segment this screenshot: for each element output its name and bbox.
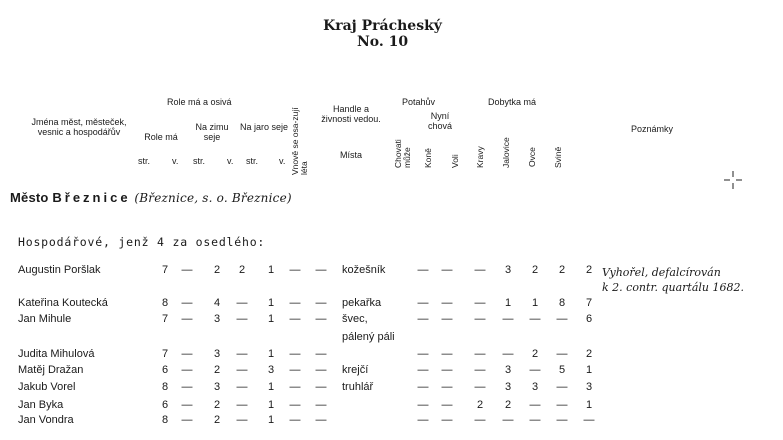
row-cell-c7: —	[315, 381, 327, 393]
col-najaro-header: Na jaro seje	[239, 122, 289, 132]
col-ovce-header: Ovce	[527, 147, 537, 167]
row-cell-c7: —	[315, 313, 327, 325]
row-cell-c12: 2	[531, 348, 539, 360]
row-name: Kateřina Koutecká	[18, 297, 108, 309]
col-kravy-header: Kravy	[475, 146, 485, 168]
row-cell-c6: —	[289, 297, 301, 309]
col-handle-header: Handle a živnosti vedou.	[321, 104, 381, 124]
col-names-header: Jména měst, městeček, vesnic a hospodářův	[31, 117, 127, 137]
row-cell-c11: 3	[504, 381, 512, 393]
row-cell-c2: —	[181, 313, 193, 325]
row-cell-c6: —	[289, 364, 301, 376]
col-role-group-header: Role má a osivá	[167, 97, 232, 107]
row-cell-c1: 8	[161, 414, 169, 426]
row-cell-c9: —	[441, 399, 453, 411]
row-cell-c3: 3	[213, 313, 221, 325]
row-cell-c1: 8	[161, 297, 169, 309]
row-cell-c2: —	[181, 414, 193, 426]
row-cell-c12: —	[529, 313, 541, 325]
table-row	[0, 381, 783, 398]
row-cell-c11: 3	[504, 264, 512, 276]
col-jalovice-header: Jalovice	[501, 137, 511, 168]
row-cell-c7: —	[315, 364, 327, 376]
row-cell-c3: 3	[213, 348, 221, 360]
row-cell-c12: 1	[531, 297, 539, 309]
row-cell-c1: 6	[161, 399, 169, 411]
row-cell-c12: 3	[531, 381, 539, 393]
row-cell-c14: —	[583, 414, 595, 426]
row-cell-c4: —	[236, 313, 248, 325]
row-cell-c14: 1	[585, 399, 593, 411]
row-trade: pekařka	[342, 297, 382, 309]
row-cell-c3: 4	[213, 297, 221, 309]
row-cell-c12: —	[529, 399, 541, 411]
row-name: Jan Mihule	[18, 313, 72, 325]
row-cell-c14: 1	[585, 364, 593, 376]
row-cell-c12: —	[529, 414, 541, 426]
row-cell-c14: 7	[585, 297, 593, 309]
row-cell-c2: —	[181, 264, 193, 276]
col-vnove-header: Vnově se osa-zují léta	[290, 107, 309, 175]
row-name: Augustin Poršlak	[18, 264, 101, 276]
table-row	[0, 364, 783, 381]
col-role-header: Role má	[144, 132, 178, 142]
row-cell-c4: —	[236, 381, 248, 393]
row-cell-c5: 1	[267, 297, 275, 309]
row-cell-c8: —	[417, 313, 429, 325]
row-trade: švec,	[342, 313, 368, 325]
row-cell-c2: —	[181, 381, 193, 393]
sub-v-3: v.	[279, 156, 286, 166]
row-cell-c5: 1	[267, 414, 275, 426]
row-cell-c10: —	[474, 414, 486, 426]
table-row	[0, 297, 783, 314]
row-cell-c7: —	[315, 399, 327, 411]
row-cell-c3: 2	[213, 264, 221, 276]
row-cell-c10: —	[474, 364, 486, 376]
row-cell-c4: 2	[238, 264, 246, 276]
row-cell-c13: —	[556, 399, 568, 411]
col-voli-header: Voli	[450, 154, 460, 168]
row-cell-c8: —	[417, 399, 429, 411]
row-cell-c10: —	[474, 348, 486, 360]
row-cell-c14: 6	[585, 313, 593, 325]
row-trade: truhlář	[342, 381, 374, 393]
page-number: No. 10	[356, 34, 409, 50]
row-cell-c5: 1	[267, 313, 275, 325]
table-row	[0, 313, 783, 330]
subheading: Hospodářové, jenž 4 za osedlého:	[18, 235, 266, 249]
col-chovati-header: Chovati může	[393, 139, 412, 168]
table-row	[0, 331, 783, 348]
sub-str-1: str.	[138, 156, 151, 166]
remark-line-2: k 2. contr. quartálu 1682.	[602, 281, 744, 294]
row-cell-c4: —	[236, 297, 248, 309]
row-cell-c8: —	[417, 264, 429, 276]
row-cell-c6: —	[289, 399, 301, 411]
row-cell-c10: —	[474, 313, 486, 325]
town-label: Město	[10, 190, 49, 205]
row-cell-c11: —	[502, 313, 514, 325]
row-cell-c13: —	[556, 414, 568, 426]
row-name: Jan Byka	[18, 399, 64, 411]
row-cell-c2: —	[181, 297, 193, 309]
row-cell-c6: —	[289, 381, 301, 393]
row-cell-c13: —	[556, 348, 568, 360]
row-cell-c14: 3	[585, 381, 593, 393]
table-row	[0, 348, 783, 365]
row-cell-c9: —	[441, 364, 453, 376]
row-name: Jan Vondra	[18, 414, 74, 426]
row-cell-c4: —	[236, 348, 248, 360]
row-cell-c12: 2	[531, 264, 539, 276]
row-cell-c9: —	[441, 381, 453, 393]
row-cell-c6: —	[289, 348, 301, 360]
row-cell-c13: —	[556, 381, 568, 393]
row-cell-c4: —	[236, 364, 248, 376]
row-cell-c7: —	[315, 348, 327, 360]
row-cell-c3: 2	[213, 414, 221, 426]
row-cell-c6: —	[289, 313, 301, 325]
row-cell-c5: 1	[267, 381, 275, 393]
row-name: Judita Mihulová	[18, 348, 95, 360]
row-cell-c13: 2	[558, 264, 566, 276]
row-cell-c10: 2	[476, 399, 484, 411]
remark-line-1: Vyhořel, defalcírován	[602, 266, 721, 279]
row-cell-c10: —	[474, 297, 486, 309]
sub-str-3: str.	[246, 156, 259, 166]
sub-v-2: v.	[227, 156, 234, 166]
row-trade: kožešník	[342, 264, 386, 276]
row-cell-c11: —	[502, 348, 514, 360]
remark-note	[602, 265, 744, 295]
row-cell-c8: —	[417, 381, 429, 393]
row-name: Jakub Vorel	[18, 381, 76, 393]
col-dobytka-header: Dobytka má	[488, 97, 537, 107]
row-cell-c8: —	[417, 348, 429, 360]
row-cell-c10: —	[474, 264, 486, 276]
row-trade: krejčí	[342, 364, 369, 376]
crosshair-cursor-icon	[724, 171, 742, 189]
row-cell-c11: 1	[504, 297, 512, 309]
row-cell-c9: —	[441, 414, 453, 426]
row-cell-c4: —	[236, 414, 248, 426]
row-cell-c7: —	[315, 264, 327, 276]
row-cell-c1: 8	[161, 381, 169, 393]
row-cell-c3: 2	[213, 364, 221, 376]
row-cell-c4: —	[236, 399, 248, 411]
sub-str-2: str.	[193, 156, 206, 166]
row-cell-c8: —	[417, 414, 429, 426]
col-svine-header: Svině	[553, 146, 563, 168]
row-cell-c5: 1	[267, 348, 275, 360]
row-cell-c11: —	[502, 414, 514, 426]
row-cell-c5: 1	[267, 264, 275, 276]
table-row	[0, 414, 783, 431]
row-cell-c3: 2	[213, 399, 221, 411]
col-poznamky-header: Poznámky	[631, 124, 674, 134]
row-cell-c10: —	[474, 381, 486, 393]
row-cell-c2: —	[181, 348, 193, 360]
col-mista-header: Místa	[339, 150, 362, 160]
row-cell-c9: —	[441, 264, 453, 276]
row-cell-c9: —	[441, 297, 453, 309]
row-trade: pálený páli	[342, 331, 395, 343]
row-cell-c9: —	[441, 313, 453, 325]
row-name: Matěj Dražan	[18, 364, 84, 376]
row-cell-c7: —	[315, 297, 327, 309]
row-cell-c12: —	[529, 364, 541, 376]
row-cell-c13: 8	[558, 297, 566, 309]
col-nazimu-header: Na zimu seje	[195, 122, 229, 142]
col-potahu-header: Potahův	[402, 97, 436, 107]
row-cell-c1: 7	[161, 348, 169, 360]
row-cell-c6: —	[289, 414, 301, 426]
row-cell-c7: —	[315, 414, 327, 426]
town-heading	[10, 190, 292, 205]
row-cell-c11: 2	[504, 399, 512, 411]
row-cell-c8: —	[417, 364, 429, 376]
row-cell-c9: —	[441, 348, 453, 360]
col-nyni-chova-header: Nyní chová	[427, 111, 453, 131]
town-parenthetical: (Březnice, s. o. Březnice)	[134, 191, 292, 205]
row-cell-c5: 1	[267, 399, 275, 411]
row-cell-c8: —	[417, 297, 429, 309]
row-cell-c13: 5	[558, 364, 566, 376]
row-cell-c11: 3	[504, 364, 512, 376]
row-cell-c5: 3	[267, 364, 275, 376]
row-cell-c14: 2	[585, 264, 593, 276]
row-cell-c1: 7	[161, 264, 169, 276]
sub-v-1: v.	[172, 156, 179, 166]
row-cell-c6: —	[289, 264, 301, 276]
row-cell-c2: —	[181, 364, 193, 376]
row-cell-c13: —	[556, 313, 568, 325]
row-cell-c3: 3	[213, 381, 221, 393]
row-cell-c1: 7	[161, 313, 169, 325]
row-cell-c1: 6	[161, 364, 169, 376]
col-kone-header: Koně	[423, 148, 433, 168]
row-cell-c2: —	[181, 399, 193, 411]
row-cell-c14: 2	[585, 348, 593, 360]
town-name: Březnice	[52, 190, 131, 205]
page-title: Kraj Prácheský	[323, 18, 442, 34]
